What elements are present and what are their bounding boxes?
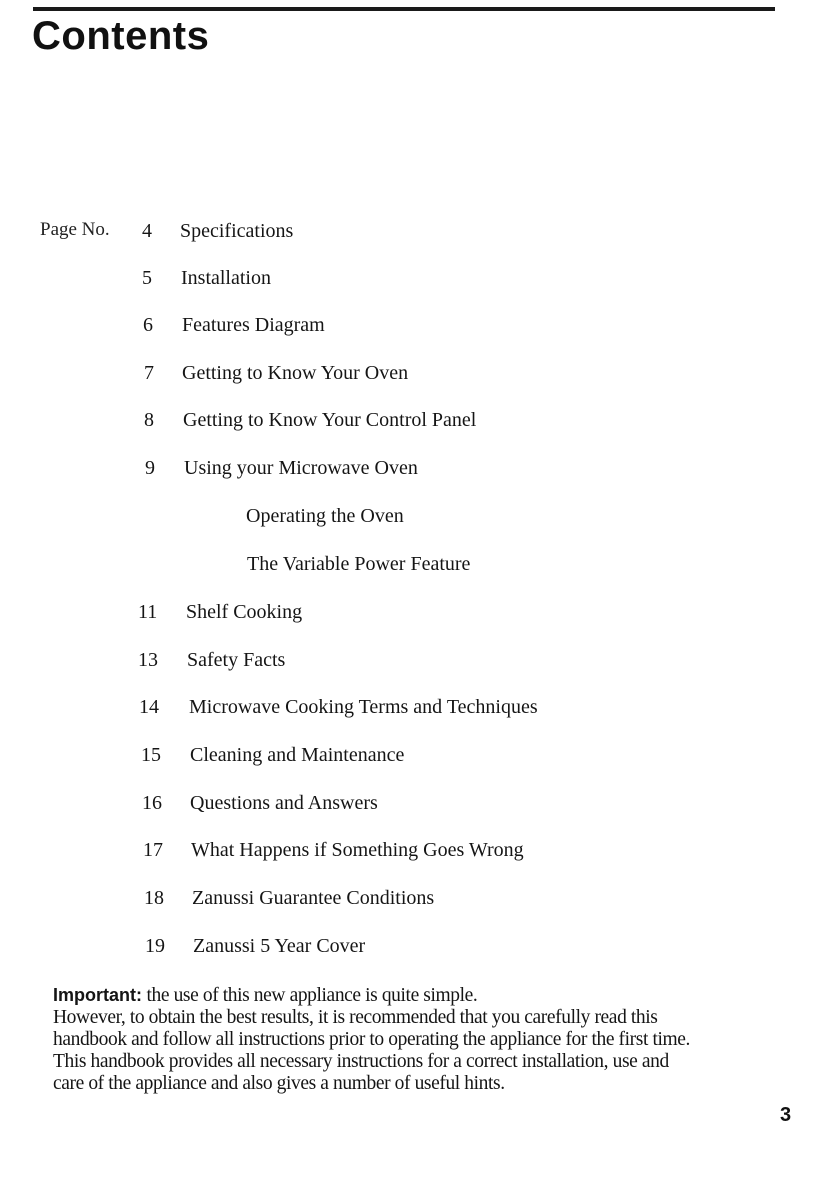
toc-page-number: 17 bbox=[143, 839, 163, 861]
toc-page-number: 5 bbox=[142, 267, 152, 289]
toc-title: Getting to Know Your Oven bbox=[182, 362, 409, 384]
toc-title: Specifications bbox=[180, 220, 294, 242]
toc-title: Shelf Cooking bbox=[186, 601, 303, 623]
toc-page-number: 14 bbox=[139, 696, 159, 718]
important-label: Important: bbox=[53, 985, 142, 1005]
toc-title: Getting to Know Your Control Panel bbox=[183, 409, 477, 431]
important-line: care of the appliance and also gives a number of useful hints. bbox=[53, 1073, 505, 1094]
toc-title: Zanussi 5 Year Cover bbox=[193, 935, 366, 957]
toc-page-number: 19 bbox=[145, 935, 165, 957]
toc-page-number: 7 bbox=[144, 362, 154, 384]
toc-title: Microwave Cooking Terms and Techniques bbox=[189, 696, 538, 718]
important-first-line bbox=[53, 984, 793, 1007]
important-line: the use of this new appliance is quite simple. bbox=[142, 985, 478, 1006]
important-note bbox=[53, 984, 793, 1095]
toc-title: Installation bbox=[181, 267, 271, 289]
toc-title: The Variable Power Feature bbox=[247, 553, 471, 575]
toc-title: Cleaning and Maintenance bbox=[190, 744, 405, 766]
toc-title: Operating the Oven bbox=[246, 505, 404, 527]
important-line: However, to obtain the best results, it is recommended that you carefully read this bbox=[53, 1007, 658, 1028]
toc-page-number: 4 bbox=[142, 220, 152, 242]
top-rule bbox=[33, 7, 775, 11]
toc-page-number: 11 bbox=[138, 601, 158, 623]
toc-page-number: 16 bbox=[142, 792, 162, 814]
page-title: Contents bbox=[32, 14, 210, 58]
toc-title: Questions and Answers bbox=[190, 792, 378, 814]
page-number: 3 bbox=[780, 1104, 792, 1126]
toc-page-number: 6 bbox=[143, 314, 153, 336]
toc-title: What Happens if Something Goes Wrong bbox=[191, 839, 524, 861]
toc-page-number: 13 bbox=[138, 649, 158, 671]
important-line: handbook and follow all instructions prior to operating the appliance for the first time. bbox=[53, 1029, 690, 1050]
toc-page-number: 15 bbox=[141, 744, 161, 766]
toc-title: Features Diagram bbox=[182, 314, 325, 336]
toc-page-number: 8 bbox=[144, 409, 154, 431]
toc-title: Safety Facts bbox=[187, 649, 286, 671]
toc-title: Using your Microwave Oven bbox=[184, 457, 418, 479]
important-line: This handbook provides all necessary instructions for a correct installation, use and bbox=[53, 1051, 669, 1072]
toc-page-number: 18 bbox=[144, 887, 164, 909]
toc-title: Zanussi Guarantee Conditions bbox=[192, 887, 435, 909]
toc-page-number: 9 bbox=[145, 457, 155, 479]
page-no-label: Page No. bbox=[40, 219, 110, 240]
